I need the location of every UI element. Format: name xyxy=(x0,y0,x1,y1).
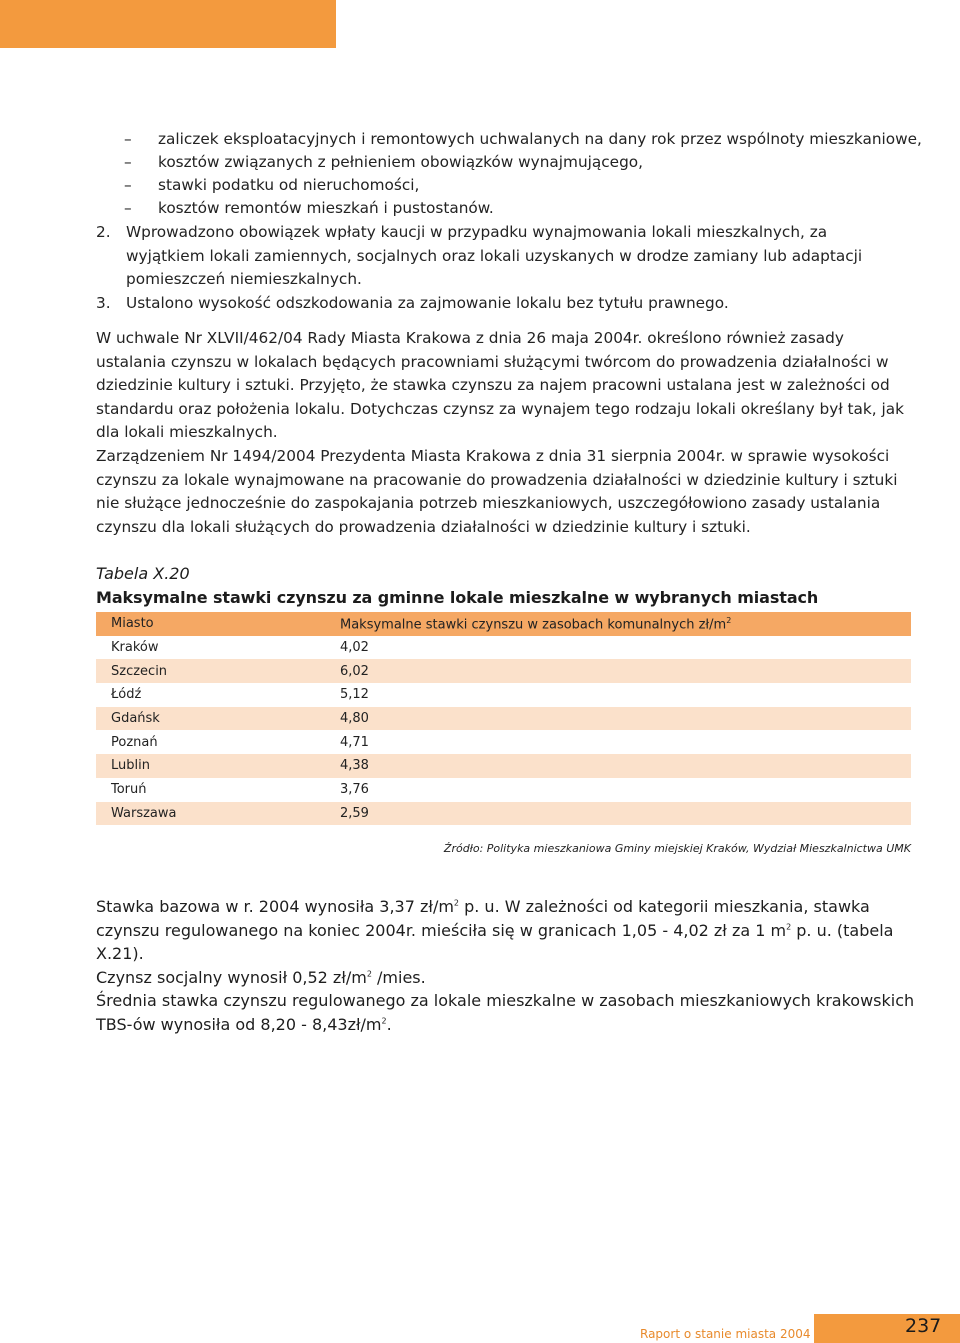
cell-city: Kraków xyxy=(111,640,159,656)
item-number: 2. xyxy=(96,223,111,241)
list-item-text: zaliczek eksploatacyjnych i remontowych uchwalanych na dany rok przez wspólnoty mieszkaniowe, xyxy=(158,130,922,148)
dash-marker: – xyxy=(124,199,132,217)
cell-city: Warszawa xyxy=(111,805,177,821)
cell-value: 2,59 xyxy=(340,805,369,821)
list-item xyxy=(124,128,922,151)
page-number: 237 xyxy=(905,1315,942,1337)
numbered-item xyxy=(96,292,896,316)
list-item-text: stawki podatku od nieruchomości, xyxy=(158,176,420,194)
cell-value: 3,76 xyxy=(340,782,369,798)
rates-text-7: . xyxy=(386,1014,392,1034)
table-header-row xyxy=(96,612,911,636)
table-row xyxy=(96,754,911,778)
paragraph-zarzadzenie: Zarządzeniem Nr 1494/2004 Prezydenta Miasta Krakowa z dnia 31 sierpnia 2004r. w sprawie wysokości czynszu za lokale wynajmowane na pracowanie do prowadzenia działalności w dziedzinie kultury i sztuki nie służące jednocześnie do zaspokajania potrzeb mieszkaniowych, uszczegółowiono zasady ustalania czynszu dla lokali służących do prowadzenia działalności w dziedzinie kultury i sztuki. xyxy=(96,447,898,536)
dash-marker: – xyxy=(124,153,132,171)
table-source: Źródło: Polityka mieszkaniowa Gminy miejskiej Kraków, Wydział Mieszkalnictwa UMK xyxy=(443,842,911,855)
rates-text-5: /mies. xyxy=(371,967,426,987)
rates-sup-1: 2 xyxy=(453,898,460,908)
rates-text-4: Czynsz socjalny wynosił 0,52 zł/m xyxy=(96,967,367,987)
dash-marker: – xyxy=(124,176,132,194)
list-item xyxy=(124,197,914,220)
numbered-item xyxy=(96,221,896,292)
cell-value: 4,38 xyxy=(340,758,369,774)
rates-text-2: p. u. W zależności od kategorii mieszkania, stawka czynszu regulowanego na koniec 2004r. mieściła się w granicach 1,05 - 4,02 zł za 1 m xyxy=(96,897,870,940)
table-row xyxy=(96,683,911,707)
cell-city: Lublin xyxy=(111,758,150,774)
rates-text-1: Stawka bazowa w r. 2004 wynosiła 3,37 zł/m xyxy=(96,897,454,916)
table-row xyxy=(96,730,911,754)
table-row xyxy=(96,802,911,826)
table-row xyxy=(96,636,911,660)
dash-list xyxy=(124,128,922,220)
header-rate-sup: 2 xyxy=(726,615,732,625)
header-rate-text: Maksymalne stawki czynszu w zasobach komunalnych zł/m xyxy=(340,617,727,632)
table-row xyxy=(96,707,911,731)
rates-text-3: p. u. (tabela X.21). xyxy=(96,920,894,964)
item-text: Wprowadzono obowiązek wpłaty kaucji w przypadku wynajmowania lokali mieszkalnych, za wyjątkiem lokali zamiennych, socjalnych oraz lokali uzyskanych w drodze zamiany lub adaptacji pomieszczeń niemieszkalnych. xyxy=(126,223,863,288)
cell-value: 4,71 xyxy=(340,734,369,750)
cell-value: 6,02 xyxy=(340,663,369,679)
list-item-text: kosztów remontów mieszkań i pustostanów. xyxy=(158,199,494,217)
paragraph-rates xyxy=(96,895,916,1037)
header-accent-bar xyxy=(0,0,336,48)
cell-city: Gdańsk xyxy=(111,711,160,727)
rates-sup-6: 2 xyxy=(381,1016,387,1026)
footer-report-title: Raport o stanie miasta 2004 xyxy=(640,1327,811,1341)
table-title: Maksymalne stawki czynszu za gminne lokale mieszkalne w wybranych miastach xyxy=(96,588,819,607)
rates-text-6: Średnia stawka czynszu regulowanego za lokale mieszkalne w zasobach mieszkaniowych krakowskich TBS-ów wynosiła od 8,20 - 8,43zł/m xyxy=(96,991,915,1034)
cell-value: 5,12 xyxy=(340,687,369,703)
item-number: 3. xyxy=(96,293,111,312)
dash-marker: – xyxy=(124,130,132,148)
cell-value: 4,02 xyxy=(340,640,369,656)
cell-city: Toruń xyxy=(111,782,147,798)
table-caption: Tabela X.20 xyxy=(96,564,190,583)
table-row xyxy=(96,778,911,802)
item-text: Ustalono wysokość odszkodowania za zajmowanie lokalu bez tytułu prawnego. xyxy=(126,293,729,312)
cell-city: Łódź xyxy=(111,687,142,703)
numbered-list xyxy=(96,221,896,315)
rates-sup-2: 2 xyxy=(786,922,792,932)
paragraph-uchwala: W uchwale Nr XLVII/462/04 Rady Miasta Krakowa z dnia 26 maja 2004r. określono również zasady ustalania czynszu w lokalach będących pracowniami służącymi twórcom do prowadzenia działalności w dziedzinie kultury i sztuki. Przyjęto, że stawka czynszu za najem pracowni ustalana jest w zależności od standardu oraz położenia lokalu. Dotychczas czynsz za wynajem tego rodzaju lokali określany był tak, jak dla lokali mieszkalnych. xyxy=(96,329,904,441)
list-item-text: kosztów związanych z pełnieniem obowiązków wynajmującego, xyxy=(158,153,644,171)
cell-value: 4,80 xyxy=(340,711,369,727)
rates-sup-4: 2 xyxy=(366,969,372,979)
cell-city: Poznań xyxy=(111,734,158,750)
table-row xyxy=(96,659,911,683)
header-city: Miasto xyxy=(111,616,154,632)
list-item xyxy=(124,151,914,174)
list-item xyxy=(124,174,914,197)
header-rate xyxy=(340,612,911,636)
cell-city: Szczecin xyxy=(111,663,168,679)
rent-table xyxy=(96,612,911,825)
